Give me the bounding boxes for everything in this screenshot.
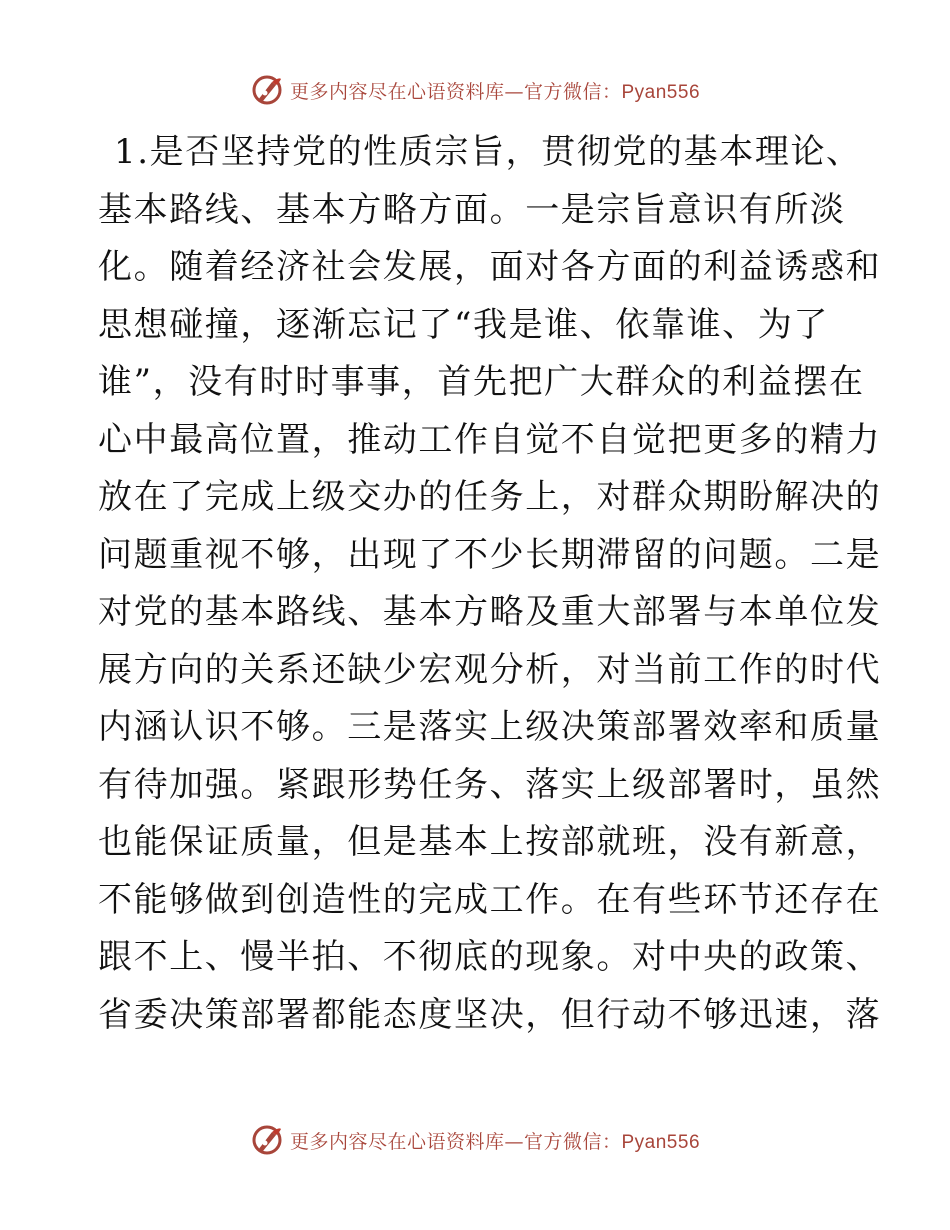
header-text xyxy=(290,77,700,104)
footer-wechat-id: Pyan556 xyxy=(621,1131,701,1153)
text-line-11: 内涵认识不够。三是落实上级决策部署效率和质量 xyxy=(98,707,882,747)
footer-label: 更多内容尽在心语资料库—官方微信： xyxy=(289,1130,622,1153)
text-line-5: 谁”，没有时时事事，首先把广大群众的利益摆在 xyxy=(98,362,865,402)
text-line-10: 展方向的关系还缺少宏观分析，对当前工作的时代 xyxy=(98,649,882,690)
text-line-2: 基本路线、基本方略方面。一是宗旨意识有所淡 xyxy=(98,189,846,230)
footer-banner xyxy=(0,1120,950,1160)
header-label: 更多内容尽在心语资料库—官方微信： xyxy=(289,80,622,103)
text-line-3: 化。随着经济社会发展，面对各方面的利益诱惑和 xyxy=(98,247,882,287)
text-line-6: 心中最高位置，推动工作自觉不自觉把更多的精力 xyxy=(98,419,882,460)
text-line-4: 思想碰撞，逐渐忘记了“我是谁、依靠谁、为了 xyxy=(98,304,829,345)
text-line-13: 也能保证质量，但是基本上按部就班，没有新意， xyxy=(98,822,882,862)
header-wechat-id: Pyan556 xyxy=(621,81,701,103)
header-banner xyxy=(0,70,950,110)
text-line-1: 1.是否坚持党的性质宗旨，贯彻党的基本理论、 xyxy=(114,132,862,172)
text-line-15: 跟不上、慢半拍、不彻底的现象。对中央的政策、 xyxy=(98,937,882,977)
text-line-8: 问题重视不够，出现了不少长期滞留的问题。二是 xyxy=(98,534,882,575)
text-line-16: 省委决策部署都能态度坚决，但行动不够迅速，落 xyxy=(98,994,882,1035)
footer-text xyxy=(290,1127,700,1154)
text-line-14: 不能够做到创造性的完成工作。在有些环节还存在 xyxy=(98,879,882,920)
quill-logo-icon xyxy=(250,1123,284,1157)
text-line-12: 有待加强。紧跟形势任务、落实上级部署时，虽然 xyxy=(98,764,882,805)
document-body xyxy=(98,124,882,1044)
text-line-9: 对党的基本路线、基本方略及重大部署与本单位发 xyxy=(98,592,882,632)
text-line-7: 放在了完成上级交办的任务上，对群众期盼解决的 xyxy=(98,477,882,517)
quill-logo-icon xyxy=(250,73,284,107)
